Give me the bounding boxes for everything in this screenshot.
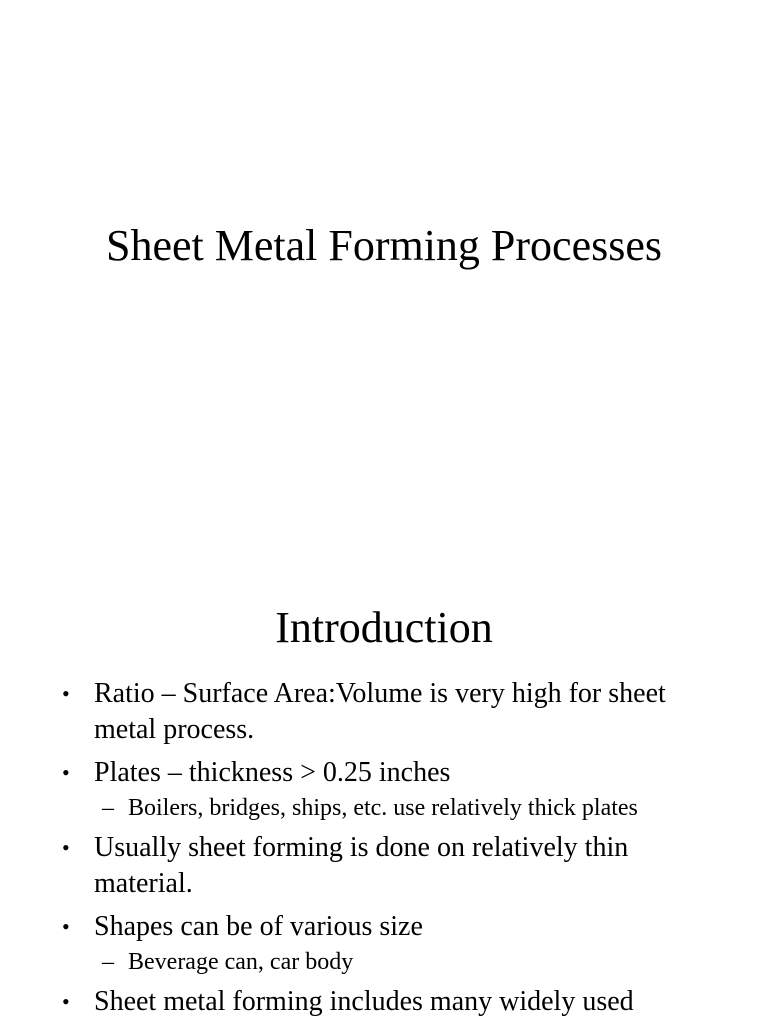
slide-heading: Introduction <box>275 603 493 652</box>
bullet-item <box>0 755 768 791</box>
bullet-text: Usually sheet forming is done on relatively thin material. <box>94 832 629 899</box>
introduction-slide <box>0 576 768 1024</box>
bullet-text: Plates – thickness > 0.25 inches <box>94 757 451 788</box>
sub-bullet-marker: – <box>102 949 114 975</box>
bullet-marker: • <box>62 681 70 706</box>
bullet-item <box>0 830 768 902</box>
sub-bullet-item <box>0 948 768 976</box>
bullet-marker: • <box>62 989 70 1014</box>
bullet-marker: • <box>62 835 70 860</box>
bullet-item <box>0 984 768 1020</box>
bullet-text: Shapes can be of various size <box>94 911 423 942</box>
bullet-text: Sheet metal forming includes many widely used <box>94 986 634 1017</box>
slide-title: Sheet Metal Forming Processes <box>105 221 663 270</box>
bullet-marker: • <box>62 760 70 785</box>
sub-bullet-marker: – <box>102 795 114 821</box>
sub-bullet-item <box>0 794 768 822</box>
sub-bullet-text: Beverage can, car body <box>128 949 354 975</box>
bullet-marker: • <box>62 914 70 939</box>
bullet-item <box>0 909 768 945</box>
bullet-item <box>0 676 768 748</box>
sub-bullet-text: Boilers, bridges, ships, etc. use relatively thick plates <box>128 795 638 821</box>
bullet-list <box>0 676 768 1027</box>
bullet-text: Ratio – Surface Area:Volume is very high for sheet metal process. <box>94 678 666 745</box>
